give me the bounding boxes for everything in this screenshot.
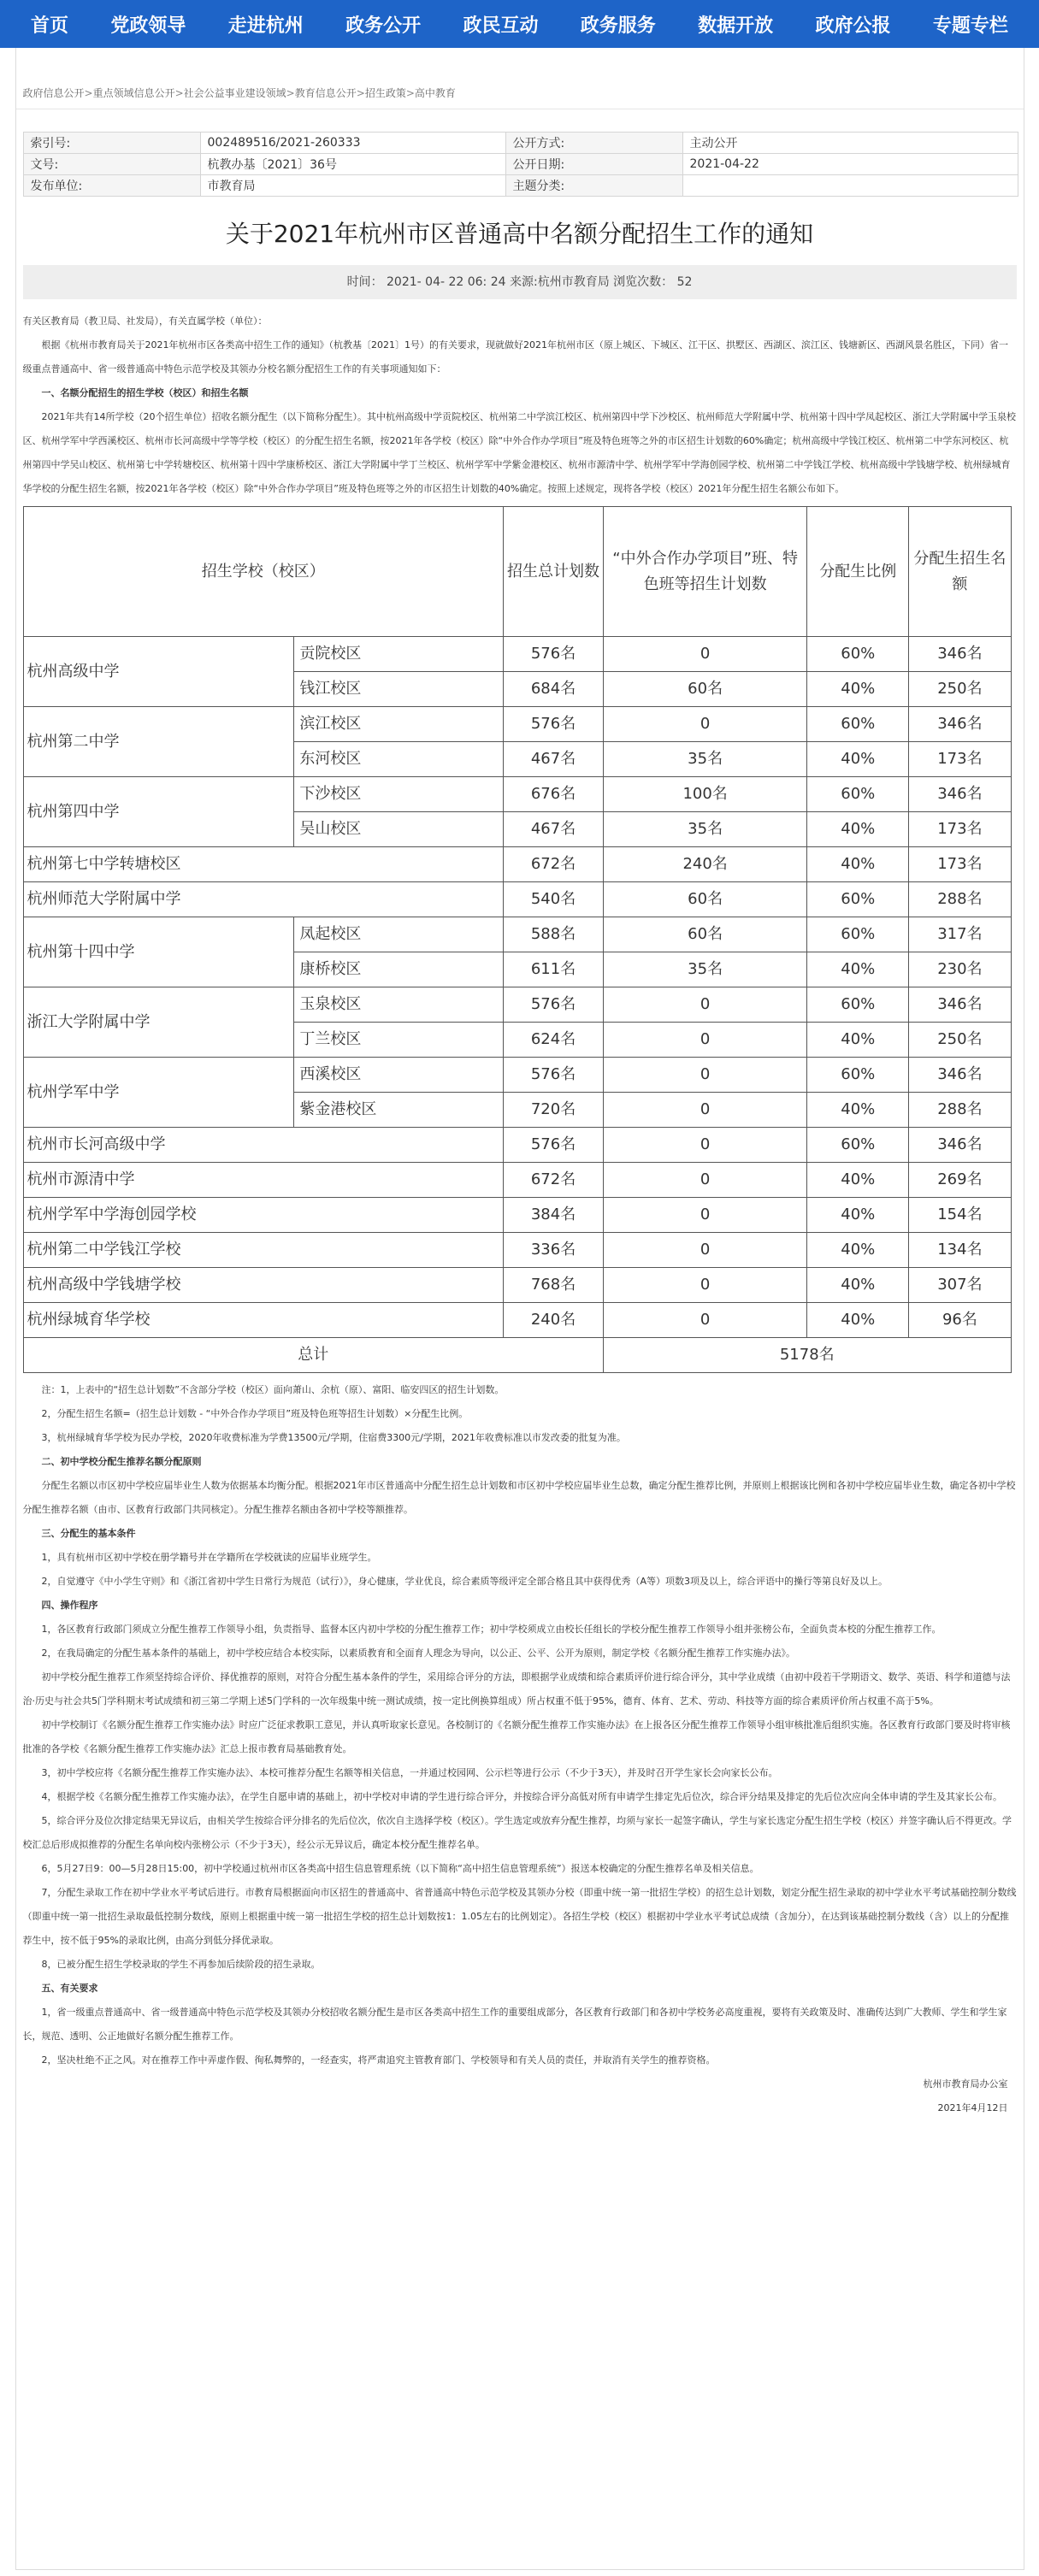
special-cell: 0 — [604, 1058, 807, 1093]
school-cell: 杭州第七中学转塘校区 — [23, 847, 504, 882]
campus-cell: 东河校区 — [294, 742, 504, 777]
ratio-cell: 40% — [807, 672, 909, 707]
open-method-label: 公开方式: — [505, 133, 682, 154]
quota-cell: 154名 — [909, 1198, 1011, 1233]
ratio-cell: 40% — [807, 1093, 909, 1128]
table-row — [23, 637, 1011, 672]
school-cell: 杭州市源清中学 — [23, 1163, 504, 1198]
sign-date: 2021年4月12日 — [937, 2102, 1008, 2113]
plan-cell: 336名 — [504, 1233, 604, 1268]
plan-cell: 720名 — [504, 1093, 604, 1128]
paragraph: 3，初中学校应将《名额分配生推荐工作实施办法》、本校可推荐分配生名额等相关信息，一并通过校园网、公示栏等进行公示（不少于3天），并及时召开学生家长会向家长公布。 — [41, 1767, 778, 1778]
special-cell: 0 — [604, 707, 807, 742]
school-cell: 杭州师范大学附属中学 — [23, 882, 504, 917]
plan-cell: 676名 — [504, 777, 604, 812]
paragraph: 8，已被分配生招生学校录取的学生不再参加后续阶段的招生录取。 — [41, 1959, 321, 1970]
th-special: “中外合作办学项目”班、特色班等招生计划数 — [604, 507, 807, 637]
quota-cell: 346名 — [909, 1058, 1011, 1093]
plan-cell: 624名 — [504, 1023, 604, 1058]
school-cell: 杭州学军中学 — [23, 1058, 294, 1128]
issuer-value: 市教育局 — [200, 175, 505, 197]
ratio-cell: 60% — [807, 882, 909, 917]
table-row — [23, 917, 1011, 952]
school-cell: 杭州绿城育华学校 — [23, 1303, 504, 1338]
special-cell: 0 — [604, 1163, 807, 1198]
school-cell: 杭州第四中学 — [23, 777, 294, 847]
section-heading: 二、初中学校分配生推荐名额分配原则 — [41, 1456, 202, 1467]
table-row — [23, 1198, 1011, 1233]
breadcrumb-link-2[interactable]: 社会公益事业建设领域 — [183, 87, 286, 99]
paragraph: 初中学校制订《名额分配生推荐工作实施办法》时应广泛征求教职工意见，并认真听取家长意见。各校制订的《名额分配生推荐工作实施办法》在上报各区分配生推荐工作领导小组审核批准后组织实施。各区教育行政部门要及时将审核批准的各学校《名额分配生推荐工作实施办法》汇总上报市教育局基础教育处。 — [22, 1719, 1011, 1754]
plan-cell: 672名 — [504, 1163, 604, 1198]
open-method-value: 主动公开 — [682, 133, 1018, 154]
plan-cell: 768名 — [504, 1268, 604, 1303]
plan-cell: 672名 — [504, 847, 604, 882]
school-cell: 杭州第十四中学 — [23, 917, 294, 987]
paragraph: 初中学校分配生推荐工作须坚持综合评价、择优推荐的原则，对符合分配生基本条件的学生，采用综合评分的方法，即根据学业成绩和综合素质评价进行综合评分，其中学业成绩（由初中段若干学期语文、数学、英语、科学和道德与法治·历史与社会共5门学科期末考试成绩和初三第二学期上述5门学科的一次年级集中统一测试成绩，按一定比例换算组成）所占权重不低于95%，德育、体育、艺术、劳动、科技等方面的综合素质评价所占权重不高于5%。 — [22, 1671, 1011, 1707]
paragraph: 7，分配生录取工作在初中学业水平考试后进行。市教育局根据面向市区招生的普通高中、省普通高中特色示范学校及其领办分校（即重中统一第一批招生学校）的招生总计划数，划定分配生招生录取的初中学业水平考试基础控制分数线（即重中统一第一批招生录取最低控制分数线，原则上根据重中统一第一批招生学校的招生总计划数按1：1.05左右的比例划定）。各招生学校（校区）根据初中学业水平考试总成绩（含加分），在达到该基础控制分数线（含）以上的分配推荐生中，按不低于95%的录取比例，由高分到低分择优录取。 — [22, 1887, 1017, 1946]
campus-cell: 玉泉校区 — [294, 987, 504, 1023]
campus-cell: 紫金港校区 — [294, 1093, 504, 1128]
paragraph: 2，分配生招生名额=（招生总计划数 - “中外合作办学项目”班及特色班等招生计划数）×分配生比例。 — [41, 1408, 469, 1419]
quota-cell: 250名 — [909, 672, 1011, 707]
quota-cell: 346名 — [909, 637, 1011, 672]
plan-cell: 684名 — [504, 672, 604, 707]
special-cell: 240名 — [604, 847, 807, 882]
paragraph: 4，根据学校《名额分配生推荐工作实施办法》，在学生自愿申请的基础上，初中学校对申请的学生进行综合评分，并按综合评分高低对所有申请学生排定先后位次，综合评分结果及排定的先后位次应向全体申请的学生及其家长公布。 — [41, 1791, 1002, 1802]
nav-item-5[interactable]: 政务服务 — [580, 15, 656, 37]
quota-cell: 173名 — [909, 742, 1011, 777]
breadcrumb-separator: > — [356, 87, 365, 99]
ratio-cell: 40% — [807, 1198, 909, 1233]
special-cell: 35名 — [604, 952, 807, 987]
quota-table — [23, 506, 1012, 1373]
breadcrumb-link-1[interactable]: 重点领域信息公开 — [92, 87, 175, 99]
quota-cell: 346名 — [909, 777, 1011, 812]
quota-cell: 346名 — [909, 1128, 1011, 1163]
table-row — [23, 987, 1011, 1023]
table-row — [23, 777, 1011, 812]
nav-item-0[interactable]: 首页 — [31, 15, 69, 37]
plan-cell: 576名 — [504, 1058, 604, 1093]
docno-label: 文号: — [23, 154, 200, 175]
breadcrumb-separator: > — [286, 87, 295, 99]
ratio-cell: 40% — [807, 1163, 909, 1198]
breadcrumb-separator: > — [174, 87, 184, 99]
special-cell: 0 — [604, 1198, 807, 1233]
table-row — [23, 1163, 1011, 1198]
article-container — [15, 48, 1024, 2570]
table-row — [23, 1268, 1011, 1303]
table-row — [23, 1303, 1011, 1338]
quota-cell: 269名 — [909, 1163, 1011, 1198]
special-cell: 60名 — [604, 882, 807, 917]
doc-meta-table — [23, 132, 1018, 197]
quota-cell: 173名 — [909, 847, 1011, 882]
breadcrumb-link-3[interactable]: 教育信息公开 — [294, 87, 357, 99]
th-plan: 招生总计划数 — [504, 507, 604, 637]
campus-cell: 丁兰校区 — [294, 1023, 504, 1058]
plan-cell: 467名 — [504, 812, 604, 847]
nav-item-2[interactable]: 走进杭州 — [227, 15, 304, 37]
paragraph: 3，杭州绿城育华学校为民办学校，2020年收费标准为学费13500元/学期，住宿费3300元/学期，2021年收费标准以市发改委的批复为准。 — [41, 1432, 626, 1443]
paragraph: 2，坚决杜绝不正之风。对在推荐工作中弄虚作假、徇私舞弊的，一经查实，将严肃追究主管教育部门、学校领导和有关人员的责任，并取消有关学生的推荐资格。 — [41, 2054, 716, 2066]
section-heading: 五、有关要求 — [41, 1983, 98, 1994]
nav-item-8[interactable]: 专题专栏 — [932, 15, 1008, 37]
quota-cell: 173名 — [909, 812, 1011, 847]
total-label: 总计 — [23, 1338, 604, 1373]
plan-cell: 576名 — [504, 637, 604, 672]
th-ratio: 分配生比例 — [807, 507, 909, 637]
quota-cell: 317名 — [909, 917, 1011, 952]
quota-cell: 307名 — [909, 1268, 1011, 1303]
special-cell: 0 — [604, 1233, 807, 1268]
ratio-cell: 60% — [807, 777, 909, 812]
ratio-cell: 40% — [807, 1023, 909, 1058]
special-cell: 0 — [604, 1023, 807, 1058]
paragraph: 根据《杭州市教育局关于2021年杭州市区各类高中招生工作的通知》（杭教基〔2021〕1号）的有关要求，现就做好2021年杭州市区（原上城区、下城区、江干区、拱墅区、西湖区、滨江区、钱塘新区、西湖风景名胜区，下同）省一级重点普通高中、省一级普通高中特色示范学校及其领办分校名额分配招生工作的有关事项通知如下： — [22, 339, 1008, 374]
breadcrumb-separator: > — [405, 87, 415, 99]
publish-info-bar: 时间： 2021- 04- 22 06: 24 来源:杭州市教育局 浏览次数： 52 — [23, 265, 1017, 299]
paragraph: 2，在我局确定的分配生基本条件的基础上，初中学校应结合本校实际，以素质教育和全面育人理念为导向，以公正、公平、公开为原则，制定学校《名额分配生推荐工作实施办法》。 — [41, 1648, 795, 1659]
top-nav — [0, 0, 1039, 48]
article-body — [16, 299, 1024, 2120]
total-value: 5178名 — [604, 1338, 1011, 1373]
quota-cell: 288名 — [909, 882, 1011, 917]
plan-cell: 576名 — [504, 987, 604, 1023]
special-cell: 60名 — [604, 917, 807, 952]
special-cell: 35名 — [604, 812, 807, 847]
special-cell: 35名 — [604, 742, 807, 777]
table-row — [23, 882, 1011, 917]
quota-cell: 288名 — [909, 1093, 1011, 1128]
campus-cell: 康桥校区 — [294, 952, 504, 987]
date-value: 2021-04-22 — [682, 154, 1018, 175]
ratio-cell: 40% — [807, 812, 909, 847]
date-label: 公开日期: — [505, 154, 682, 175]
ratio-cell: 40% — [807, 1303, 909, 1338]
plan-cell: 240名 — [504, 1303, 604, 1338]
campus-cell: 贡院校区 — [294, 637, 504, 672]
ratio-cell: 60% — [807, 1128, 909, 1163]
special-cell: 0 — [604, 1303, 807, 1338]
ratio-cell: 40% — [807, 952, 909, 987]
paragraph: 1，省一级重点普通高中、省一级普通高中特色示范学校及其领办分校招收名额分配生是市区各类高中招生工作的重要组成部分，各区教育行政部门和各初中学校务必高度重视，要将有关政策及时、准确传达到广大教师、学生和学生家长，规范、透明、公正地做好名额分配生推荐工作。 — [22, 2007, 1007, 2042]
school-cell: 杭州市长河高级中学 — [23, 1128, 504, 1163]
nav-item-4[interactable]: 政民互动 — [463, 15, 539, 37]
ratio-cell: 40% — [807, 742, 909, 777]
quota-cell: 96名 — [909, 1303, 1011, 1338]
campus-cell: 滨江校区 — [294, 707, 504, 742]
intro-paragraphs — [23, 309, 1017, 501]
school-cell: 杭州高级中学钱塘学校 — [23, 1268, 504, 1303]
paragraph: 1，具有杭州市区初中学校在册学籍号并在学籍所在学校就读的应届毕业班学生。 — [41, 1552, 377, 1563]
special-cell: 0 — [604, 1128, 807, 1163]
topic-value — [682, 175, 1018, 197]
ratio-cell: 40% — [807, 1233, 909, 1268]
plan-cell: 588名 — [504, 917, 604, 952]
body-paragraphs — [23, 1378, 1017, 2072]
ratio-cell: 60% — [807, 707, 909, 742]
special-cell: 60名 — [604, 672, 807, 707]
nav-item-7[interactable]: 政府公报 — [815, 15, 891, 37]
paragraph: 分配生名额以市区初中学校应届毕业生人数为依据基本均衡分配。根据2021年市区普通高中分配生招生总计划数和市区初中学校应届毕业生总数，确定分配生推荐比例，并原则上根据该比例和各初中学校应届毕业生数，确定各初中学校分配生推荐名额（由市、区教育行政部门共同核定）。分配生推荐名额由各初中学校等额推荐。 — [22, 1480, 1016, 1515]
paragraph: 1，各区教育行政部门须成立分配生推荐工作领导小组，负责指导、监督本区内初中学校的分配生推荐工作；初中学校须成立由校长任组长的学校分配生推荐工作领导小组并张榜公布，全面负责本校的分配生推荐工作。 — [41, 1624, 942, 1635]
table-row — [23, 1058, 1011, 1093]
th-quota: 分配生招生名额 — [909, 507, 1011, 637]
section-heading: 三、分配生的基本条件 — [41, 1528, 136, 1539]
breadcrumb-link-5[interactable]: 高中教育 — [414, 87, 456, 99]
quota-cell: 230名 — [909, 952, 1011, 987]
school-cell: 杭州学军中学海创园学校 — [23, 1198, 504, 1233]
quota-cell: 250名 — [909, 1023, 1011, 1058]
campus-cell: 钱江校区 — [294, 672, 504, 707]
plan-cell: 540名 — [504, 882, 604, 917]
paragraph: 5，综合评分及位次排定结果无异议后，由相关学生按综合评分排名的先后位次，依次自主选择学校（校区）。学生选定或放弃分配生推荐，均须与家长一起签字确认，学生与家长选定分配生招生学校（校区）并签字确认后不得更改。学校汇总后形成拟推荐的分配生名单向校内张榜公示（不少于3天），经公示无异议后，确定本校分配生推荐名单。 — [22, 1815, 1012, 1850]
special-cell: 0 — [604, 637, 807, 672]
breadcrumb-link-4[interactable]: 招生政策 — [364, 87, 406, 99]
campus-cell: 吴山校区 — [294, 812, 504, 847]
plan-cell: 576名 — [504, 707, 604, 742]
quota-cell: 346名 — [909, 707, 1011, 742]
breadcrumb — [16, 48, 1024, 109]
campus-cell: 凤起校区 — [294, 917, 504, 952]
school-cell: 浙江大学附属中学 — [23, 987, 294, 1058]
special-cell: 0 — [604, 1268, 807, 1303]
issuer-label: 发布单位: — [23, 175, 200, 197]
special-cell: 0 — [604, 1093, 807, 1128]
campus-cell: 西溪校区 — [294, 1058, 504, 1093]
ratio-cell: 60% — [807, 987, 909, 1023]
special-cell: 0 — [604, 987, 807, 1023]
docno-value: 杭教办基〔2021〕36号 — [200, 154, 505, 175]
nav-item-1[interactable]: 党政领导 — [110, 15, 186, 37]
plan-cell: 467名 — [504, 742, 604, 777]
signature: 杭州市教育局办公室 — [923, 2078, 1008, 2090]
paragraph: 2021年共有14所学校（20个招生单位）招收名额分配生（以下简称分配生）。其中杭州高级中学贡院校区、杭州第二中学滨江校区、杭州第四中学下沙校区、杭州师范大学附属中学、杭州第十四中学凤起校区、浙江大学附属中学玉泉校区、杭州学军中学西溪校区、杭州市长河高级中学等学校（校区）的分配生招生名额，按2021年各学校（校区）除“中外合作办学项目”班及特色班等之外的市区招生计划数的60%确定；杭州高级中学钱江校区、杭州第二中学东河校区、杭州第四中学吴山校区、杭州第七中学转塘校区、杭州第十四中学康桥校区、浙江大学附属中学丁兰校区、杭州学军中学紫金港校区、杭州市源清中学、杭州学军中学海创园学校、杭州第二中学钱江学校、杭州高级中学钱塘学校、杭州绿城育华学校的分配生招生名额，按2021年各学校（校区）除“中外合作办学项目”班及特色班等之外的市区招生计划数的40%确定。按照上述规定，现将各学校（校区）2021年分配生招生名额公布如下。 — [22, 411, 1016, 494]
table-row — [23, 707, 1011, 742]
breadcrumb-link-0[interactable]: 政府信息公开 — [22, 87, 85, 99]
page-title: 关于2021年杭州市区普通高中名额分配招生工作的通知 — [225, 220, 814, 248]
ratio-cell: 60% — [807, 637, 909, 672]
paragraph: 有关区教育局（教卫局、社发局），有关直属学校（单位）： — [22, 315, 268, 327]
quota-cell: 346名 — [909, 987, 1011, 1023]
breadcrumb-separator: > — [84, 87, 93, 99]
paragraph: 注：1，上表中的“招生总计划数”不含部分学校（校区）面向萧山、余杭（原）、富阳、临安四区的招生计划数。 — [41, 1384, 505, 1395]
topic-label: 主题分类: — [505, 175, 682, 197]
special-cell: 100名 — [604, 777, 807, 812]
plan-cell: 384名 — [504, 1198, 604, 1233]
table-row — [23, 1233, 1011, 1268]
ratio-cell: 40% — [807, 847, 909, 882]
index-label: 索引号: — [23, 133, 200, 154]
plan-cell: 576名 — [504, 1128, 604, 1163]
campus-cell: 下沙校区 — [294, 777, 504, 812]
paragraph: 6，5月27日9：00—5月28日15:00，初中学校通过杭州市区各类高中招生信息管理系统（以下简称“高中招生信息管理系统”）报送本校确定的分配生推荐名单及相关信息。 — [41, 1863, 759, 1874]
index-value: 002489516/2021-260333 — [200, 133, 505, 154]
ratio-cell: 60% — [807, 1058, 909, 1093]
quota-cell: 134名 — [909, 1233, 1011, 1268]
section-heading: 一、名额分配招生的招生学校（校区）和招生名额 — [41, 387, 249, 398]
nav-item-6[interactable]: 数据开放 — [698, 15, 774, 37]
th-school: 招生学校（校区） — [23, 507, 504, 637]
nav-item-3[interactable]: 政务公开 — [345, 15, 422, 37]
ratio-cell: 60% — [807, 917, 909, 952]
section-heading: 四、操作程序 — [41, 1600, 98, 1611]
school-cell: 杭州第二中学钱江学校 — [23, 1233, 504, 1268]
plan-cell: 611名 — [504, 952, 604, 987]
table-row — [23, 847, 1011, 882]
school-cell: 杭州高级中学 — [23, 637, 294, 707]
table-row — [23, 1128, 1011, 1163]
ratio-cell: 40% — [807, 1268, 909, 1303]
school-cell: 杭州第二中学 — [23, 707, 294, 777]
paragraph: 2，自觉遵守《中小学生守则》和《浙江省初中学生日常行为规范（试行）》，身心健康，学业优良，综合素质等级评定全部合格且其中获得优秀（A等）项数3项及以上，综合评语中的操行等第良好及以上。 — [41, 1576, 888, 1587]
